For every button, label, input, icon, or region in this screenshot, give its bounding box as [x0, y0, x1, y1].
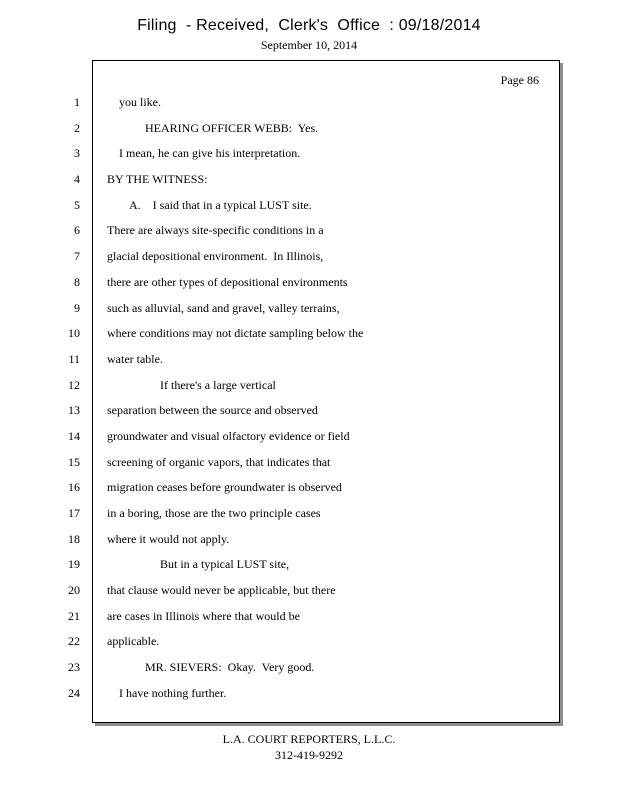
transcript-text [107, 95, 537, 712]
page-number: Page 86 [500, 73, 539, 87]
transcript-line: separation between the source and observed [107, 403, 318, 418]
line-number: 6 [74, 223, 80, 238]
line-number: 2 [74, 120, 80, 135]
transcript-line: such as alluvial, sand and gravel, valley terrains, [107, 300, 340, 315]
court-reporter-company: L.A. COURT REPORTERS, L.L.C. [222, 732, 396, 746]
transcript-line: There are always site-specific conditions in a [107, 223, 324, 238]
court-reporter-phone: 312-419-9292 [275, 748, 343, 762]
line-number: 7 [74, 249, 80, 264]
line-number: 23 [68, 660, 80, 675]
line-number-column [40, 95, 80, 712]
transcript-line: HEARING OFFICER WEBB: Yes. [145, 120, 319, 135]
line-number: 5 [74, 197, 80, 212]
transcript-line: MR. SIEVERS: Okay. Very good. [145, 660, 315, 675]
line-number: 4 [74, 172, 80, 187]
line-number: 13 [68, 403, 80, 418]
line-number: 19 [68, 557, 80, 572]
line-number: 11 [68, 351, 80, 366]
transcript-line: But in a typical LUST site, [160, 557, 290, 572]
line-number: 12 [68, 377, 80, 392]
transcript-line: where it would not apply. [107, 531, 230, 546]
transcript-line: If there's a large vertical [160, 377, 276, 392]
transcript-line: glacial depositional environment. In Illinois, [107, 249, 324, 264]
line-number: 14 [68, 428, 80, 443]
transcript-line: that clause would never be applicable, but there [107, 583, 336, 598]
line-number: 9 [74, 300, 80, 315]
line-number: 22 [68, 634, 80, 649]
transcript-line: are cases in Illinois where that would be [107, 608, 300, 623]
line-number: 10 [68, 326, 80, 341]
transcript-line: where conditions may not dictate sampling below the [107, 326, 364, 341]
transcript-line: in a boring, those are the two principle cases [107, 506, 321, 520]
filing-stamp-header: Filing - Received, Clerk's Office : 09/18/2014 [137, 17, 481, 34]
line-number: 21 [68, 608, 80, 623]
line-number: 24 [68, 685, 80, 700]
line-number: 3 [74, 146, 80, 161]
line-number: 20 [68, 583, 80, 598]
transcript-line: BY THE WITNESS: [107, 172, 208, 187]
line-number: 1 [74, 95, 80, 109]
deposition-date: September 10, 2014 [260, 38, 358, 52]
line-number: 18 [68, 531, 80, 546]
line-number: 17 [68, 506, 80, 520]
transcript-line: you like. [119, 95, 161, 109]
transcript-line: I have nothing further. [119, 685, 227, 700]
line-number: 16 [68, 480, 80, 495]
line-number: 15 [68, 454, 80, 469]
transcript-line: I mean, he can give his interpretation. [119, 146, 301, 161]
transcript-line: screening of organic vapors, that indicates that [107, 454, 331, 469]
transcript-line: water table. [107, 351, 163, 366]
line-number: 8 [74, 274, 80, 289]
transcript-line: there are other types of depositional environments [107, 274, 348, 289]
transcript-line: groundwater and visual olfactory evidence or field [107, 428, 350, 443]
transcript-line: migration ceases before groundwater is observed [107, 480, 342, 495]
transcript-line: A. I said that in a typical LUST site. [129, 197, 312, 212]
transcript-line: applicable. [107, 634, 160, 649]
